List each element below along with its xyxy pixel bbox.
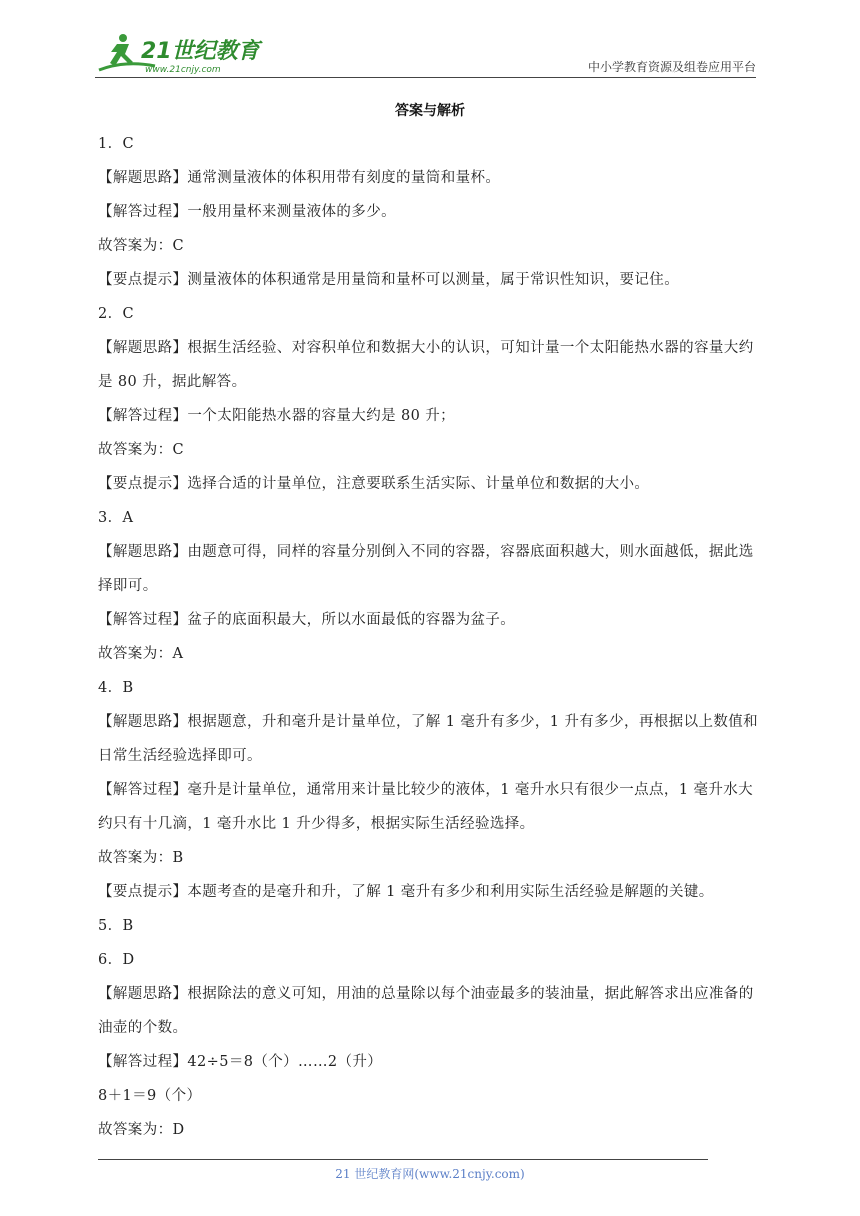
text-line: 5．B bbox=[98, 918, 134, 934]
text-line: 约只有十几滴，1 毫升水比 1 升少得多，根据实际生活经验选择。 bbox=[98, 816, 535, 832]
text-line: 【解题思路】根据除法的意义可知，用油的总量除以每个油壶最多的装油量，据此解答求出应准备的 bbox=[98, 986, 754, 1002]
text-line: 故答案为：B bbox=[98, 850, 184, 866]
page-footer: 21 世纪教育网(www.21cnjy.com) bbox=[335, 1167, 525, 1181]
text-line: 故答案为：C bbox=[98, 442, 184, 458]
text-line: 【要点提示】选择合适的计量单位，注意要联系生活实际、计量单位和数据的大小。 bbox=[98, 476, 650, 492]
text-line: 2．C bbox=[98, 306, 135, 322]
text-line: 是 80 升，据此解答。 bbox=[98, 374, 247, 390]
text-line: 4．B bbox=[98, 680, 134, 696]
logo-url: www.21cnjy.com bbox=[145, 65, 221, 75]
answer-content bbox=[98, 127, 766, 1147]
text-line: 【要点提示】测量液体的体积通常是用量筒和量杯可以测量，属于常识性知识，要记住。 bbox=[98, 272, 680, 288]
text-line: 油壶的个数。 bbox=[98, 1020, 188, 1036]
text-line: 【解答过程】一个太阳能热水器的容量大约是 80 升； bbox=[98, 408, 456, 424]
logo-text: 21世纪教育 bbox=[141, 39, 260, 64]
text-line: 【解答过程】盆子的底面积最大，所以水面最低的容器为盆子。 bbox=[98, 612, 516, 628]
text-line: 【解题思路】通常测量液体的体积用带有刻度的量筒和量杯。 bbox=[98, 170, 501, 186]
text-line: 【解题思路】由题意可得，同样的容量分别倒入不同的容器，容器底面积越大，则水面越低，据此选 bbox=[98, 544, 754, 560]
text-line: 【解题思路】根据题意，升和毫升是计量单位，了解 1 毫升有多少，1 升有多少，再根据以上数值和 bbox=[98, 714, 759, 730]
platform-name: 中小学教育资源及组卷应用平台 bbox=[587, 60, 756, 74]
text-line: 日常生活经验选择即可。 bbox=[98, 748, 262, 764]
logo-21cnjy bbox=[95, 30, 265, 80]
text-line: 【解答过程】一般用量杯来测量液体的多少。 bbox=[98, 204, 396, 220]
text-line: 1．C bbox=[98, 136, 135, 152]
page-header bbox=[0, 0, 860, 90]
text-line: 【解题思路】根据生活经验、对容积单位和数据大小的认识，可知计量一个太阳能热水器的容量大约 bbox=[98, 340, 754, 356]
header-divider bbox=[95, 77, 756, 78]
text-line: 3．A bbox=[98, 510, 134, 526]
text-line: 8＋1＝9（个） bbox=[98, 1088, 202, 1104]
text-line: 择即可。 bbox=[98, 578, 158, 594]
text-line: 【要点提示】本题考查的是毫升和升，了解 1 毫升有多少和利用实际生活经验是解题的关键。 bbox=[98, 884, 714, 900]
text-line: 故答案为：D bbox=[98, 1122, 185, 1138]
text-line: 故答案为：A bbox=[98, 646, 184, 662]
text-line: 【解答过程】42÷5＝8（个）……2（升） bbox=[98, 1054, 383, 1070]
footer-divider bbox=[98, 1159, 708, 1160]
text-line: 6．D bbox=[98, 952, 135, 968]
text-line: 故答案为：C bbox=[98, 238, 184, 254]
page-title: 答案与解析 bbox=[395, 103, 465, 119]
text-line: 【解答过程】毫升是计量单位，通常用来计量比较少的液体，1 毫升水只有很少一点点，1 毫升水大 bbox=[98, 782, 754, 798]
